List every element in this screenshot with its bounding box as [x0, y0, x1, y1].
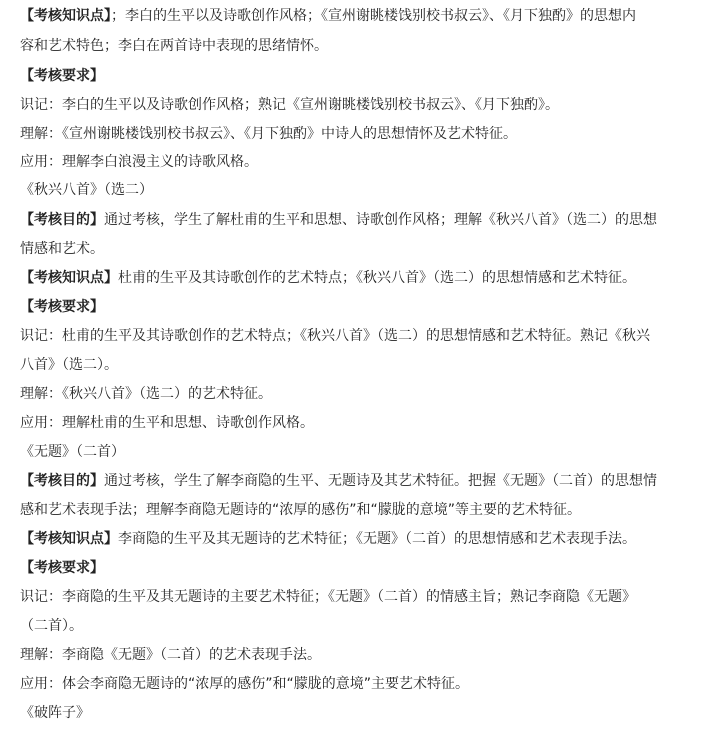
text-line — [20, 95, 710, 115]
line-text: 情感和艺术。 — [20, 241, 104, 257]
line-text: 识记：李商隐的生平及其无题诗的主要艺术特征；《无题》（二首）的情感主旨；熟记李商隐《无题》 — [20, 589, 636, 605]
line-text: 应用：理解李白浪漫主义的诗歌风格。 — [20, 154, 258, 170]
text-line — [20, 36, 710, 56]
line-text: 理解：《秋兴八首》（选二）的艺术特征。 — [20, 386, 272, 402]
text-line — [20, 355, 710, 375]
line-text: 理解：李商隐《无题》（二首）的艺术表现手法。 — [20, 647, 321, 663]
text-line — [20, 558, 710, 578]
text-line — [20, 442, 710, 462]
section-label: 【考核目的】 — [20, 473, 104, 489]
text-line — [20, 297, 710, 317]
section-label: 【考核知识点】 — [20, 8, 111, 24]
text-line — [20, 124, 710, 144]
text-line — [20, 239, 710, 259]
line-text: 识记：李白的生平以及诗歌创作风格；熟记《宣州谢眺楼饯别校书叔云》、《月下独酌》。 — [20, 97, 559, 113]
line-text: 《秋兴八首》（选二） — [20, 182, 153, 198]
text-line — [20, 66, 710, 86]
text-line — [20, 326, 710, 346]
line-text: ；李白的生平以及诗歌创作风格；《宣州谢眺楼饯别校书叔云》、《月下独酌》的思想内 — [111, 8, 636, 24]
line-text: 识记：杜甫的生平及其诗歌创作的艺术特点；《秋兴八首》（选二）的思想情感和艺术特征。熟记《秋兴 — [20, 328, 650, 344]
line-text: 《破阵子》 — [20, 705, 90, 721]
text-line — [20, 616, 710, 636]
line-text: （二首）。 — [20, 618, 83, 634]
text-line — [20, 152, 710, 172]
text-line — [20, 674, 710, 694]
line-text: 容和艺术特色；李白在两首诗中表现的思绪情怀。 — [20, 38, 328, 54]
section-label: 【考核要求】 — [20, 560, 104, 576]
text-line — [20, 210, 710, 230]
text-line — [20, 500, 710, 520]
line-text: 《无题》（二首） — [20, 444, 125, 460]
text-line — [20, 703, 710, 723]
section-label: 【考核知识点】 — [20, 270, 118, 286]
text-line — [20, 268, 710, 288]
line-text: 杜甫的生平及其诗歌创作的艺术特点；《秋兴八首》（选二）的思想情感和艺术特征。 — [118, 270, 636, 286]
line-text: 感和艺术表现手法；理解李商隐无题诗的“浓厚的感伤”和“朦胧的意境”等主要的艺术特征。 — [20, 502, 582, 518]
text-line — [20, 471, 710, 491]
text-line — [20, 529, 710, 549]
line-text: 通过考核，学生了解杜甫的生平和思想、诗歌创作风格；理解《秋兴八首》（选二）的思想 — [104, 212, 657, 228]
text-line — [20, 645, 710, 665]
section-label: 【考核要求】 — [20, 68, 104, 84]
line-text: 应用：理解杜甫的生平和思想、诗歌创作风格。 — [20, 415, 314, 431]
line-text: 八首》（选二）。 — [20, 357, 118, 373]
line-text: 李商隐的生平及其无题诗的艺术特征；《无题》（二首）的思想情感和艺术表现手法。 — [118, 531, 636, 547]
text-line — [20, 6, 710, 26]
section-label: 【考核要求】 — [20, 299, 104, 315]
text-line — [20, 587, 710, 607]
section-label: 【考核知识点】 — [20, 531, 118, 547]
line-text: 理解：《宣州谢眺楼饯别校书叔云》、《月下独酌》中诗人的思想情怀及艺术特征。 — [20, 126, 517, 142]
line-text: 应用：体会李商隐无题诗的“浓厚的感伤”和“朦胧的意境”主要艺术特征。 — [20, 676, 470, 692]
text-line — [20, 180, 710, 200]
line-text: 通过考核，学生了解李商隐的生平、无题诗及其艺术特征。把握《无题》（二首）的思想情 — [104, 473, 657, 489]
text-line — [20, 413, 710, 433]
text-line — [20, 384, 710, 404]
section-label: 【考核目的】 — [20, 212, 104, 228]
